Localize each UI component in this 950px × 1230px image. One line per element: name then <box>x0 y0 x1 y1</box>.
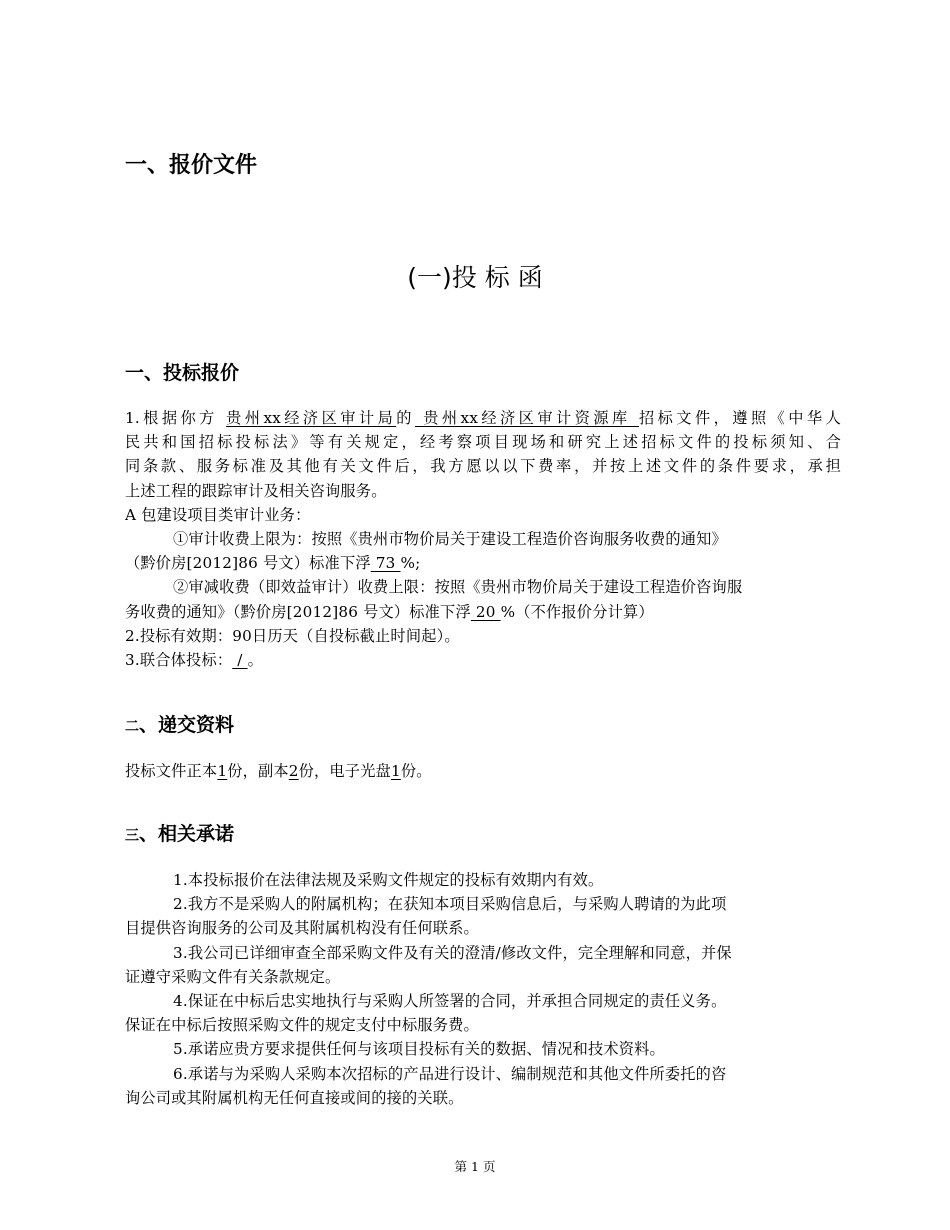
text-run: 务收费的通知》（黔价房[2012]86 号文）标准下浮 <box>125 602 471 621</box>
text-run: 3.联合体投标： <box>125 650 233 669</box>
commitment-3-line2: 证遵守采购文件有关条款规定。 <box>125 967 341 986</box>
text-run: 。 <box>247 650 263 669</box>
paragraph-line: 同条款、服务标准及其他有关文件后，我方愿以以下费率，并按上述文件的条件要求，承担 <box>125 457 841 476</box>
text-run: %; <box>400 554 421 573</box>
heading-text: 、相关承诺 <box>139 823 235 845</box>
bid-price-body <box>125 406 841 672</box>
commitments-heading <box>125 819 234 846</box>
heading-number: 三 <box>125 828 139 844</box>
purchaser-name: 贵州xx经济区审计局 <box>226 409 397 427</box>
validity-line: 2.投标有效期：90日历天（自投标截止时间起）。 <box>125 626 460 645</box>
heading-number: 二 <box>125 719 139 735</box>
paragraph-line: 民共和国招标投标法》等有关规定，经考察项目现场和研究上述招标文件的投标须知、合 <box>125 433 841 452</box>
heading-text: 、递交资料 <box>139 714 235 736</box>
fee-rate-1: 73 <box>370 554 401 573</box>
text-run: 的 <box>396 409 415 427</box>
submission-heading <box>125 710 234 737</box>
section-title: 一、报价文件 <box>125 153 258 178</box>
submission-body <box>125 759 841 783</box>
text-run: 份。 <box>400 762 432 780</box>
disc-count: 1 <box>390 762 401 780</box>
page-footer: 第 1 页 <box>454 1159 496 1174</box>
bid-price-heading: 一、投标报价 <box>125 362 240 384</box>
commitment-2-line2: 目提供咨询服务的公司及其附属机构没有任何联系。 <box>125 919 479 938</box>
text-run: 投标文件正本 <box>125 762 218 780</box>
consortium-line <box>125 648 841 672</box>
project-name: 贵州xx经济区审计资源库 <box>414 409 639 427</box>
commitments-body <box>125 868 841 1110</box>
commitment-2-line1: 2.我方不是采购人的附属机构；在获知本项目采购信息后，与采购人聘请的为此项 <box>173 895 727 914</box>
commitment-6-line1: 6.承诺与为采购人采购本次招标的产品进行设计、编制规范和其他文件所委托的咨 <box>173 1064 727 1083</box>
text-run: 份，电子光盘 <box>298 762 391 780</box>
package-a-line: A 包建设项目类审计业务： <box>125 505 311 524</box>
original-count: 1 <box>217 762 228 780</box>
text-run: 份，副本 <box>227 762 289 780</box>
paragraph-line <box>125 406 841 430</box>
commitment-4-line1: 4.保证在中标后忠实地执行与采购人所签署的合同，并承担合同规定的责任义务。 <box>173 991 727 1010</box>
commitment-5: 5.承诺应贵方要求提供任何与该项目投标有关的数据、情况和技术资料。 <box>173 1040 665 1059</box>
commitment-6-line2: 询公司或其附属机构无任何直接或间的接的关联。 <box>125 1088 464 1107</box>
submission-line <box>125 759 841 783</box>
letter-title: (一)投 标 函 <box>407 263 543 292</box>
fee-item-1-line2 <box>125 551 841 575</box>
consortium-value: / <box>232 650 248 669</box>
fee-rate-2: 20 <box>470 602 501 621</box>
text-run: %（不作报价分计算） <box>500 602 654 621</box>
text-run: （黔价房[2012]86 号文）标准下浮 <box>125 554 371 573</box>
paragraph-line: 上述工程的跟踪审计及相关咨询服务。 <box>125 481 387 500</box>
fee-item-2-line1: ②审减收费（即效益审计）收费上限：按照《贵州市物价局关于建设工程造价咨询服 <box>173 578 743 597</box>
commitment-4-line2: 保证在中标后按照采购文件的规定支付中标服务费。 <box>125 1016 479 1035</box>
fee-item-2-line2 <box>125 600 841 624</box>
text-run: 招标文件，遵照《中华人 <box>638 409 842 427</box>
fee-item-1-line1: ①审计收费上限为：按照《贵州市物价局关于建设工程造价咨询服务收费的通知》 <box>173 529 727 548</box>
copy-count: 2 <box>288 762 299 780</box>
commitment-1: 1.本投标报价在法律法规及采购文件规定的投标有效期内有效。 <box>173 871 604 889</box>
commitment-3-line1: 3.我公司已详细审查全部采购文件及有关的澄清/修改文件，完全理解和同意，并保 <box>173 943 732 962</box>
text-run: 1.根据你方 <box>125 409 227 427</box>
